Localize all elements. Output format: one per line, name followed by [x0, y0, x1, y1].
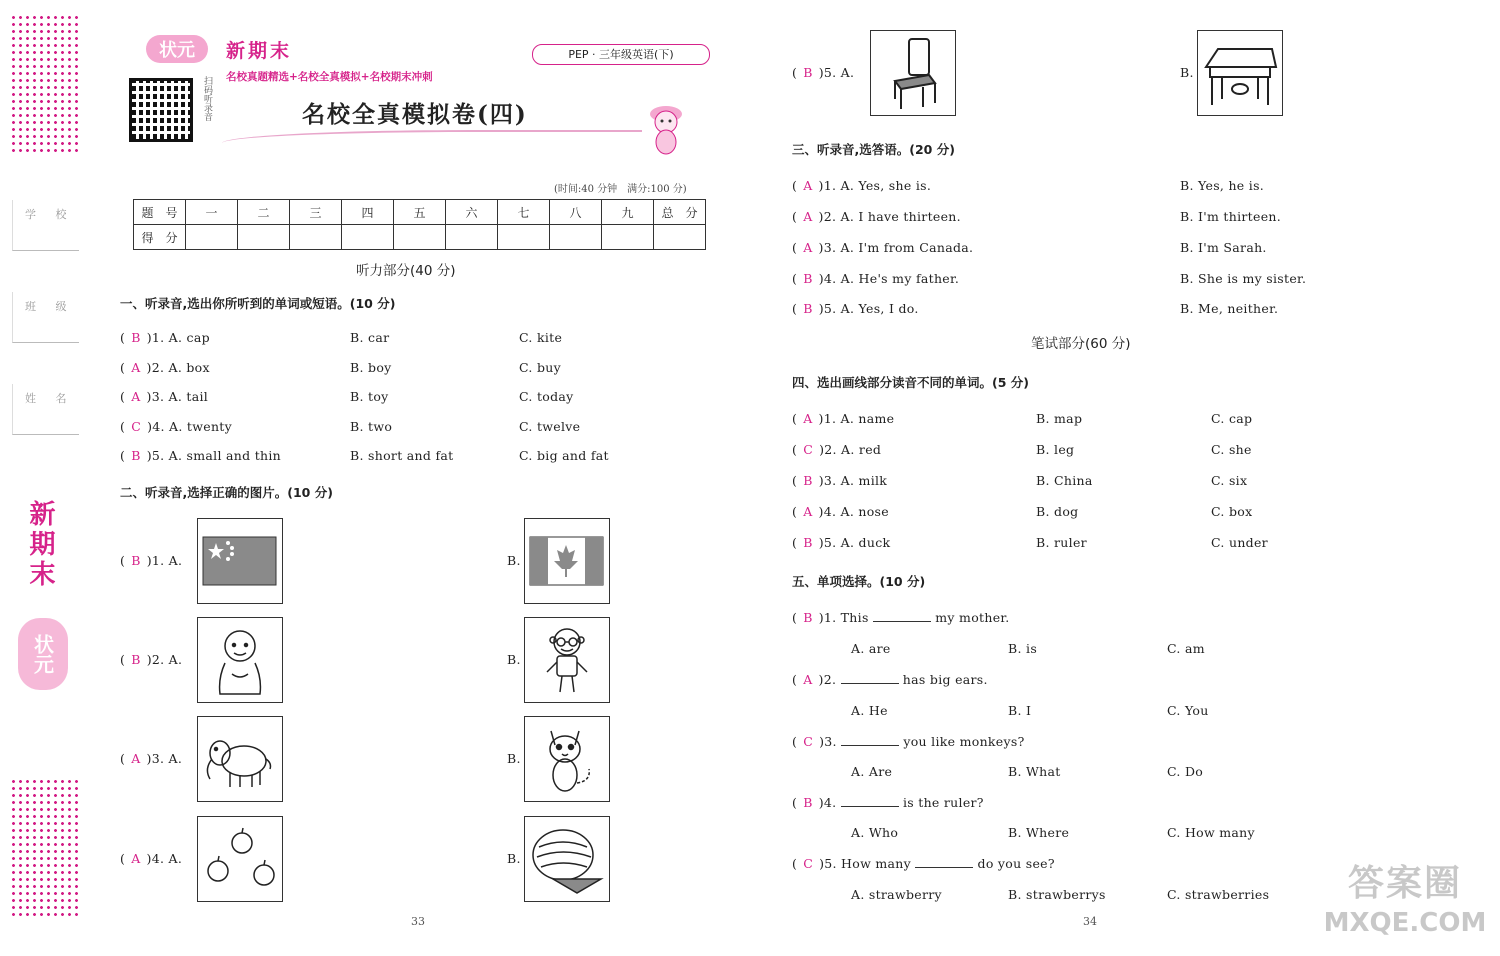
- s3-item-1: ( A )1. A. Yes, she is.: [792, 178, 932, 193]
- s1-option-b: B. boy: [350, 360, 392, 375]
- answer: A: [803, 178, 813, 193]
- answer: A: [131, 851, 141, 866]
- s3-option-b: B. She is my sister.: [1180, 271, 1307, 286]
- school-label: 学 校: [25, 208, 75, 221]
- desk-icon: [1197, 30, 1283, 116]
- class-label: 班 级: [25, 300, 75, 313]
- score-col: 总 分: [654, 200, 706, 225]
- page-title: 名校全真模拟卷(四): [302, 101, 528, 128]
- header-logo: 状元: [146, 35, 208, 63]
- header-slogan: 名校真题精选+名校全真模拟+名校期末冲刺: [226, 71, 433, 83]
- section2-title: 二、听录音,选择正确的图片。(10 分): [120, 485, 333, 500]
- vertical-brand: 新期末: [25, 500, 55, 590]
- answer: B: [803, 795, 813, 810]
- cat-icon: [524, 716, 610, 802]
- section1-title: 一、听录音,选出你所听到的单词或短语。(10 分): [120, 296, 396, 311]
- s3-item-5: ( B )5. A. Yes, I do.: [792, 301, 919, 316]
- s3-item-3: ( A )3. A. I'm from Canada.: [792, 240, 974, 255]
- s1-option-b: B. car: [350, 330, 390, 345]
- s4-option-b: B. ruler: [1036, 535, 1087, 550]
- mascot-icon: [640, 94, 692, 156]
- score-cell[interactable]: [602, 225, 654, 250]
- strip-logo: 状元: [18, 618, 68, 690]
- s1-option-b: B. toy: [350, 389, 389, 404]
- score-row-label: 得 分: [134, 225, 186, 250]
- name-field[interactable]: [12, 384, 79, 435]
- answer-blank[interactable]: [841, 745, 899, 746]
- s5-option-a: A. He: [851, 703, 888, 718]
- s5-option-a: A. Are: [851, 764, 893, 779]
- s1-option-b: B. two: [350, 419, 393, 434]
- answer: B: [803, 535, 813, 550]
- answer: A: [803, 209, 813, 224]
- s1-item-1: ( B )1. A. cap: [120, 330, 210, 345]
- s4-option-c: C. cap: [1211, 411, 1253, 426]
- score-col: 二: [238, 200, 290, 225]
- s1-option-c: C. twelve: [519, 419, 581, 434]
- answer: C: [803, 442, 814, 457]
- s5-option-a: A. are: [851, 641, 891, 656]
- s4-item-2: ( C )2. A. red: [792, 442, 882, 457]
- s3-option-b: B. Yes, he is.: [1180, 178, 1265, 193]
- s1-item-5: ( B )5. A. small and thin: [120, 448, 282, 463]
- s1-option-b: B. short and fat: [350, 448, 454, 463]
- chair-icon: [870, 30, 956, 116]
- watermark: 答案圈 MXQE.COM: [1323, 863, 1487, 938]
- answer-blank[interactable]: [841, 683, 899, 684]
- qr-caption: 扫码听录音: [202, 76, 212, 121]
- answer: B: [131, 652, 141, 667]
- answer: A: [131, 751, 141, 766]
- score-table-label: 题 号: [134, 200, 186, 225]
- time-info: (时间:40 分钟 满分:100 分): [554, 184, 687, 195]
- answer: A: [803, 672, 813, 687]
- score-table-score-row: [134, 225, 706, 250]
- answer: B: [131, 330, 141, 345]
- score-table: [133, 199, 706, 250]
- s4-option-c: C. six: [1211, 473, 1248, 488]
- answer: A: [131, 360, 141, 375]
- score-col: 八: [550, 200, 602, 225]
- s5-option-b: B. What: [1008, 764, 1061, 779]
- section5-title: 五、单项选择。(10 分): [792, 574, 926, 589]
- s2-item-1: ( B )1. A.: [120, 553, 183, 568]
- score-col: 七: [498, 200, 550, 225]
- s2-option-b: B.: [507, 751, 521, 766]
- answer: B: [803, 271, 813, 286]
- answer: C: [803, 734, 814, 749]
- s2-option-b: B.: [1180, 65, 1194, 80]
- s2-option-b: B.: [507, 851, 521, 866]
- s5-option-c: C. strawberries: [1167, 887, 1270, 902]
- s1-item-4: ( C )4. A. twenty: [120, 419, 232, 434]
- s2-option-b: B.: [507, 553, 521, 568]
- s4-item-3: ( B )3. A. milk: [792, 473, 888, 488]
- score-table-header-row: [134, 200, 706, 225]
- answer: A: [803, 411, 813, 426]
- grandpa-icon: [524, 617, 610, 703]
- s2-option-b: B.: [507, 652, 521, 667]
- score-cell[interactable]: [394, 225, 446, 250]
- s4-option-c: C. under: [1211, 535, 1268, 550]
- answer: A: [803, 240, 813, 255]
- score-cell[interactable]: [342, 225, 394, 250]
- answer: B: [803, 301, 813, 316]
- score-cell[interactable]: [654, 225, 706, 250]
- elephant-icon: [197, 716, 283, 802]
- score-col: 一: [186, 200, 238, 225]
- answer: B: [803, 65, 813, 80]
- s1-option-c: C. today: [519, 389, 574, 404]
- score-cell[interactable]: [498, 225, 550, 250]
- decorative-dots-bottom: [10, 778, 82, 920]
- canada-flag-icon: [524, 518, 610, 604]
- class-field[interactable]: [12, 292, 79, 343]
- s1-item-2: ( A )2. A. box: [120, 360, 210, 375]
- series-badge: PEP · 三年级英语(下): [532, 44, 710, 65]
- s4-option-b: B. map: [1036, 411, 1083, 426]
- answer-blank[interactable]: [915, 867, 973, 868]
- writing-heading: 笔试部分(60 分): [1031, 336, 1131, 352]
- watermelon-icon: [524, 816, 610, 902]
- s1-item-3: ( A )3. A. tail: [120, 389, 209, 404]
- answer-blank[interactable]: [873, 621, 931, 622]
- answer: A: [131, 389, 141, 404]
- header-brand: 新期末: [226, 40, 293, 62]
- s4-item-4: ( A )4. A. nose: [792, 504, 889, 519]
- s5-option-a: A. strawberry: [851, 887, 942, 902]
- s1-option-c: C. buy: [519, 360, 561, 375]
- s5-item-2: ( A )2. has big ears.: [792, 672, 988, 687]
- s5-option-b: B. strawberrys: [1008, 887, 1106, 902]
- answer: C: [803, 856, 814, 871]
- baby-icon: [197, 617, 283, 703]
- score-cell[interactable]: [446, 225, 498, 250]
- s3-option-b: B. Me, neither.: [1180, 301, 1279, 316]
- s5-option-c: C. Do: [1167, 764, 1204, 779]
- answer: B: [131, 448, 141, 463]
- s1-option-c: C. kite: [519, 330, 563, 345]
- s5-item-1: ( B )1. This my mother.: [792, 610, 1010, 625]
- s3-item-2: ( A )2. A. I have thirteen.: [792, 209, 961, 224]
- s5-option-b: B. is: [1008, 641, 1038, 656]
- s4-option-c: C. box: [1211, 504, 1253, 519]
- s5-option-c: C. am: [1167, 641, 1205, 656]
- s5-item-5: ( C )5. How many do you see?: [792, 856, 1055, 871]
- s1-option-c: C. big and fat: [519, 448, 609, 463]
- s5-option-c: C. How many: [1167, 825, 1255, 840]
- score-cell[interactable]: [290, 225, 342, 250]
- apples-icon: [197, 816, 283, 902]
- s5-item-3: ( C )3. you like monkeys?: [792, 734, 1025, 749]
- answer: B: [803, 473, 813, 488]
- s3-item-4: ( B )4. A. He's my father.: [792, 271, 960, 286]
- s3-option-b: B. I'm thirteen.: [1180, 209, 1282, 224]
- s5-option-b: B. I: [1008, 703, 1032, 718]
- school-field[interactable]: [12, 200, 79, 251]
- score-col: 四: [342, 200, 394, 225]
- score-col: 五: [394, 200, 446, 225]
- title-swoosh: [222, 130, 642, 152]
- s4-option-c: C. she: [1211, 442, 1252, 457]
- score-cell[interactable]: [550, 225, 602, 250]
- listening-heading: 听力部分(40 分): [356, 263, 456, 279]
- s4-item-5: ( B )5. A. duck: [792, 535, 891, 550]
- s4-item-1: ( A )1. A. name: [792, 411, 895, 426]
- score-col: 九: [602, 200, 654, 225]
- page-number-left: 33: [411, 915, 425, 928]
- s5-item-4: ( B )4. is the ruler?: [792, 795, 984, 810]
- section3-title: 三、听录音,选答语。(20 分): [792, 142, 955, 157]
- s5-option-c: C. You: [1167, 703, 1209, 718]
- score-col: 三: [290, 200, 342, 225]
- s2-item-4: ( A )4. A.: [120, 851, 183, 866]
- s2-item-3: ( A )3. A.: [120, 751, 183, 766]
- s4-option-b: B. dog: [1036, 504, 1079, 519]
- s2-item-5: ( B )5. A.: [792, 65, 855, 80]
- answer: B: [131, 553, 141, 568]
- s5-option-b: B. Where: [1008, 825, 1070, 840]
- name-label: 姓 名: [25, 392, 75, 405]
- section4-title: 四、选出画线部分读音不同的单词。(5 分): [792, 375, 1029, 390]
- answer: B: [803, 610, 813, 625]
- decorative-dots-top: [10, 14, 82, 156]
- score-col: 六: [446, 200, 498, 225]
- answer: C: [131, 419, 142, 434]
- s4-option-b: B. China: [1036, 473, 1093, 488]
- qr-code[interactable]: [129, 78, 193, 142]
- answer-blank[interactable]: [841, 806, 899, 807]
- page-number-right: 34: [1083, 915, 1097, 928]
- s4-option-b: B. leg: [1036, 442, 1075, 457]
- china-flag-icon: [197, 518, 283, 604]
- s5-option-a: A. Who: [851, 825, 899, 840]
- score-cell[interactable]: [186, 225, 238, 250]
- s2-item-2: ( B )2. A.: [120, 652, 183, 667]
- answer: A: [803, 504, 813, 519]
- s3-option-b: B. I'm Sarah.: [1180, 240, 1267, 255]
- score-cell[interactable]: [238, 225, 290, 250]
